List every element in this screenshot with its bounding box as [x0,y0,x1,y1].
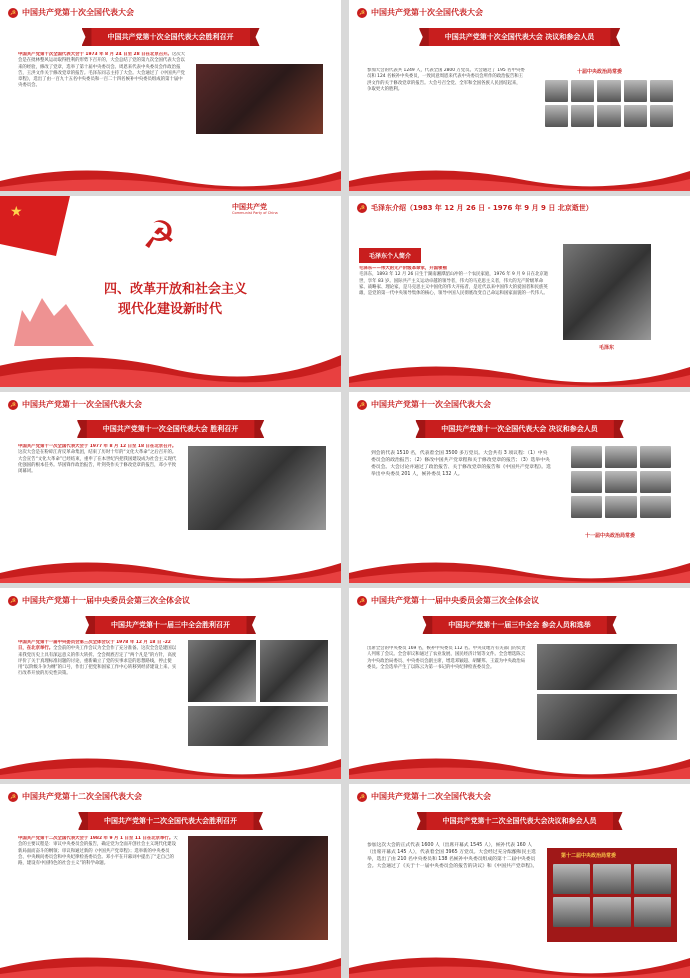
hammer-sickle-icon: ☭ [142,213,177,257]
slide-header: ☭ 中国共产党第十一届中央委员会第三次全体会议 [9,596,190,605]
portrait [597,105,620,127]
congress-photo [188,446,326,530]
portrait [640,471,671,493]
portrait [593,897,630,927]
portrait [605,471,636,493]
slide-body: 中国共产党第十一次全国代表大会于 1977 年 8 月 12 日至 18 日在北京召开。这次大会是在粉碎江青反革命集团，结束了历时十年的“文化大革命”之后召开的。大会宣告“文化大革命”已经结束，重申了在本世纪内把我国建设成为社会主义现代化强国的根本任务。华国锋作政治报告，叶剑英作关于修改党章的报告，邓小平致闭幕词。 [18,444,177,475]
photo-title: 十届中央政治局常委 [577,69,623,75]
plenum-photo-3 [188,706,328,746]
red-wave-decoration [349,749,690,779]
party-emblem-icon: ☭ [9,792,17,801]
slide-banner: 中国共产党第十一届三中全会 参会人员和选举 [430,616,608,634]
slide-header: ☭ 毛泽东介绍（1983 年 12 月 26 日 - 1976 年 9 月 9 日 北京逝世） [358,204,593,212]
photo-title: 第十二届中央政治局常委 [561,853,617,859]
congress-photo [188,836,328,940]
section-title-line1: 四、改革开放和社会主义 [104,282,248,297]
slide-3-section-title[interactable] [0,196,341,387]
slide-body: 出席全会的中央委员 169 名，候补中央委员 112 名。中央及地方有关部门的负责人列席了会议。全会审议和通过了农业发展、国民经济计划等文件。全会增选陈云为中央政治局委员、中央委员会副主席，增选邓颖超、胡耀邦、王震为中央政治局委员。全会选举产生了以陈云为第一书记的中央纪律检查委员会。 [367,646,526,670]
slide-banner: 中国共产党第十次全国代表大会胜利召开 [90,28,252,46]
portrait [640,496,671,518]
slide-banner: 中国共产党第十二次全国代表大会决议和参会人员 [425,812,615,830]
plenum-photo-2 [260,640,328,702]
slide-9[interactable] [0,784,341,978]
portrait [650,105,673,127]
portrait [545,105,568,127]
red-wave-decoration [0,948,341,978]
portrait [605,496,636,518]
slide-banner: 中国共产党第十一届三中全会胜利召开 [93,616,248,634]
red-wave-decoration [349,948,690,978]
portrait [597,80,620,102]
portrait [571,471,602,493]
section-title-line2: 现代化建设新时代 [118,302,223,317]
slide-banner: 中国共产党第十一次全国代表大会 决议和参会人员 [423,420,615,438]
slide-body: 参加大会的代表共 1249 人，代表全国 2800 万党员。大会通过了 195 名中央委员和 124 名候补中央委员，一致同意周恩来代表中央委员会所作的政治报告和王洪文作的关于修改党章的报告。大会号召全党、全军和全国各族人民团结起来，争取更大的胜利。 [367,68,525,92]
slide-header: ☭ 中国共产党第十次全国代表大会 [9,8,134,17]
red-wave-decoration [0,347,341,387]
slide-body: 中国共产党第十次全国代表大会于 1973 年 8 月 24 日至 28 日在北京召开。这次大会是在批林整风运动取得胜利的形势下召开的，大会总结了党的第九次全国代表大会以来的经验，修改了党章，选举了第十届中央委员会。周恩来代表中央委员会作政治报告，王洪文作关于修改党章的报告。毛泽东同志主持了大会。大会通过了《中国共产党章程》，选出了由一百九十五名中央委员和一百二十四名候补中央委员组成的第十届中央委员会。 [18,52,186,89]
slide-body: 中国共产党第十一届中央委员会第三次全体会议于 1978 年 12 月 18 日 -22 日，在北京举行。全会前的中央工作会议为全会作了充分准备。这次全会是建国以来我党历史上具有深远意义的伟大转折。全会彻底否定了“两个凡是”的方针，高度评价了关于真理标准问题的讨论，重新确立了党的实事求是的思想路线，停止使用“以阶级斗争为纲”的口号，作出了把党和国家工作中心转移到经济建设上来、实行改革开放的历史性决策。 [18,640,177,677]
slide-body: 毛泽东——伟大的无产阶级革命家，开国领袖 毛泽东，1893 年 12 月 26 日生于湖南湘潭韶山冲的一个农民家庭，1976 年 9 月 9 日在北京逝世，享年 83 岁。国际共产主义运动卓越的领导者，伟大的马克思主义者，伟大的无产阶级革命家、战略家、理论家，是马克思主义中国化的伟大开拓者，是近代以来中国伟大的爱国者和民族英雄，是党的第一代中央领导集体的核心，领导中国人民彻底改变自己命运和国家面貌的一代伟人。 [359,266,549,297]
slide-10[interactable] [349,784,690,978]
party-emblem-icon: ☭ [358,596,366,605]
party-emblem-icon: ☭ [9,8,17,17]
slide-header: ☭ 中国共产党第十次全国代表大会 [358,8,483,17]
portrait [593,864,630,894]
portrait [571,105,594,127]
portrait [571,446,602,468]
slide-header: ☭ 中国共产党第十一次全国代表大会 [358,400,491,409]
slide-body: 中国共产党第十二次全国代表大会于 1982 年 9 月 1 日至 11 日在北京举行。大会的主要议程是：审议中央委员会的报告，确定党为全面开创社会主义现代化建设新局面而奋斗的纲领；审议和通过新的《中国共产党章程》；选举新的中央委员会、中央顾问委员会和中央纪律检查委员会。邓小平在开幕词中提出了“走自己的路，建设有中国特色的社会主义”的科学命题。 [18,836,178,867]
red-wave-decoration [349,161,690,191]
slide-header: ☭ 中国共产党第十一届中央委员会第三次全体会议 [358,596,539,605]
party-emblem-icon: ☭ [358,400,366,409]
portrait-caption: 毛泽东 [599,345,615,351]
red-wave-decoration [349,357,690,387]
star-icon: ★ [10,204,23,220]
photo-title: 十一届中央政治局常委 [585,533,636,539]
red-wave-decoration [349,553,690,583]
profile-tab: 毛泽东个人简介 [359,248,421,263]
red-wave-decoration [0,749,341,779]
congress-photo [196,64,323,134]
portrait [553,897,590,927]
party-emblem-icon: ☭ [358,204,366,212]
portrait [553,864,590,894]
landmark-silhouette [14,286,94,346]
party-emblem-icon: ☭ [358,792,366,801]
slide-banner: 中国共产党第十次全国代表大会 决议和参会人员 [427,28,612,46]
slide-2[interactable] [349,0,690,191]
portrait [624,105,647,127]
red-wave-decoration [0,161,341,191]
portrait [605,446,636,468]
portrait [624,80,647,102]
plenum-photo-2 [537,694,677,740]
slide-1[interactable] [0,0,341,191]
slide-5[interactable] [0,392,341,583]
portrait [634,864,671,894]
slide-body: 参加这次大会的正式代表 1600 人（出席开幕式 1545 人），候补代表 160 人（出席开幕式 145 人），代表着全国 3965 万党员。大会经过充分酝酿和民主选举，选出了由 210 名中央委员和 138 名候补中央委员组成的第十二届中央委员会。大会通过了《关于十一届中央委员会的报告的决议》和《中国共产党章程》。 [367,843,538,869]
portrait [634,897,671,927]
portrait [571,80,594,102]
party-emblem-icon: ☭ [9,400,17,409]
slide-7[interactable] [0,588,341,779]
slide-header: ☭ 中国共产党第十二次全国代表大会 [9,792,142,801]
portrait [571,496,602,518]
plenum-photo-1 [188,640,256,702]
logo-main: 中国共产党 [232,203,267,211]
plenum-photo-1 [537,644,677,690]
portrait [650,80,673,102]
slide-header: ☭ 中国共产党第十二次全国代表大会 [358,792,491,801]
portrait-grid [571,446,671,518]
slide-body: 到会的代表 1510 名，代表着全国 3500 多万党员。大会共有 3 项议程：（1）中央委员会的政治报告；（2）修改中国共产党章程和关于修改党章的报告；（3）选举中央委员会。大会讨论并通过了政治报告、关于修改党章的报告和《中国共产党章程》。选举出中央委员 201 人，候补委员 132 人。 [371,451,551,477]
party-emblem-icon: ☭ [9,596,17,605]
portrait [640,446,671,468]
red-wave-decoration [0,553,341,583]
slide-banner: 中国共产党第十二次全国代表大会胜利召开 [86,812,255,830]
slide-8[interactable] [349,588,690,779]
portrait-photo [563,244,651,340]
slide-banner: 中国共产党第十一次全国代表大会 胜利召开 [85,420,256,438]
portrait-grid [545,80,673,127]
party-emblem-icon: ☭ [358,8,366,17]
portrait [545,80,568,102]
portrait-grid [553,864,671,927]
slide-header: ☭ 中国共产党第十一次全国代表大会 [9,400,142,409]
slide-4[interactable] [349,196,690,387]
logo-sub: Communist Party of China [232,211,278,215]
slide-6[interactable] [349,392,690,583]
